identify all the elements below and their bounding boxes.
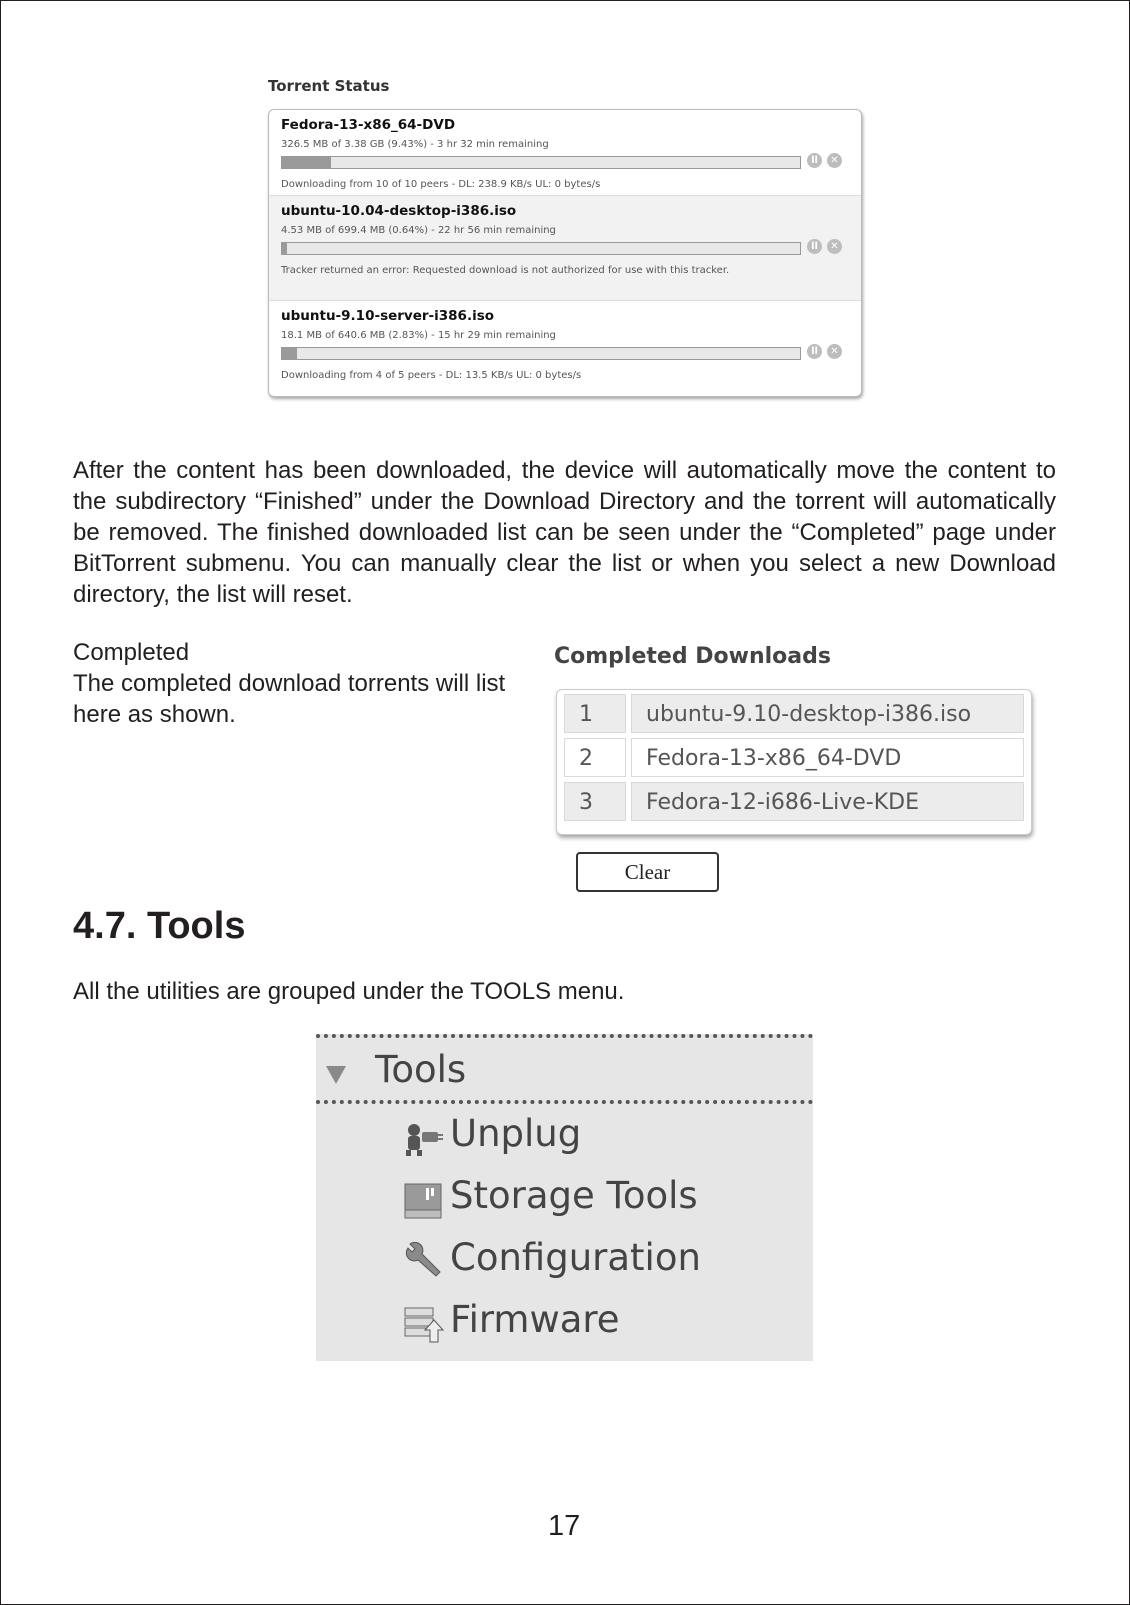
clear-button[interactable]: Clear [576,852,719,892]
tools-menu-title: Tools [375,1048,467,1091]
pause-icon[interactable]: ll [807,239,822,254]
menu-item-unplug[interactable] [402,1112,802,1162]
tools-description: All the utilities are grouped under the TOOLS menu. [73,978,625,1005]
menu-item-configuration[interactable] [402,1236,802,1286]
row-number: 3 [564,782,626,821]
progress-fill [282,157,331,168]
progress-fill [282,243,287,254]
tools-menu [316,1034,813,1361]
remove-icon[interactable]: ✕ [827,344,842,359]
menu-item-label: Storage Tools [450,1174,698,1217]
section-heading: 4.7. Tools [73,905,246,947]
torrent-item [269,196,861,301]
row-name: Fedora-13-x86_64-DVD [631,738,1024,777]
completed-heading: Completed [73,639,190,666]
completed-downloads-title: Completed Downloads [554,644,831,669]
pause-icon[interactable]: ll [807,344,822,359]
unplug-icon [402,1118,444,1158]
torrent-status-text: Downloading from 10 of 10 peers - DL: 238.9 KB/s UL: 0 bytes/s [281,179,601,190]
pause-icon[interactable]: ll [807,153,822,168]
table-row [564,738,1024,779]
torrent-meta: 18.1 MB of 640.6 MB (2.83%) - 15 hr 29 min remaining [281,330,556,341]
menu-item-label: Firmware [450,1298,620,1341]
torrent-status-text: Downloading from 4 of 5 peers - DL: 13.5 KB/s UL: 0 bytes/s [281,370,582,381]
menu-item-label: Configuration [450,1236,701,1279]
triangle-down-icon [326,1066,346,1084]
firmware-icon [402,1304,444,1344]
remove-icon[interactable]: ✕ [827,239,842,254]
completed-downloads-table [556,689,1032,835]
torrent-item [269,110,861,196]
table-row [564,694,1024,735]
progress-bar [281,347,801,360]
divider [316,1034,813,1038]
row-number: 2 [564,738,626,777]
torrent-status-title: Torrent Status [268,77,390,95]
row-number: 1 [564,694,626,733]
torrent-name: ubuntu-9.10-server-i386.iso [281,308,495,324]
row-name: ubuntu-9.10-desktop-i386.iso [631,694,1024,733]
menu-item-storage-tools[interactable] [402,1174,802,1224]
completed-description: The completed download torrents will list here as shown. [73,670,506,728]
body-paragraph: After the content has been downloaded, the device will automatically move the content to the subdirectory “Finished” under the Download Directory and the torrent will automatically be removed. The finished downloaded list can be seen under the “Completed” page under BitTorrent submenu. You can manually clear the list or when you select a new Download directory, the list will reset. [73,457,1056,608]
torrent-item [269,301,861,396]
progress-bar [281,156,801,169]
progress-bar [281,242,801,255]
torrent-meta: 4.53 MB of 699.4 MB (0.64%) - 22 hr 56 min remaining [281,225,556,236]
table-row [564,782,1024,823]
storage-tools-icon [402,1180,444,1220]
wrench-icon [402,1242,444,1282]
torrent-meta: 326.5 MB of 3.38 GB (9.43%) - 3 hr 32 min remaining [281,139,549,150]
torrent-status-panel [268,109,862,397]
torrent-name: Fedora-13-x86_64-DVD [281,117,456,133]
menu-item-label: Unplug [450,1112,582,1155]
menu-item-firmware[interactable] [402,1298,802,1348]
progress-fill [282,348,297,359]
remove-icon[interactable]: ✕ [827,153,842,168]
divider [316,1100,813,1104]
torrent-name: ubuntu-10.04-desktop-i386.iso [281,203,517,219]
row-name: Fedora-12-i686-Live-KDE [631,782,1024,821]
page-number: 17 [548,1510,581,1542]
torrent-status-text: Tracker returned an error: Requested download is not authorized for use with this tracker. [281,265,730,276]
